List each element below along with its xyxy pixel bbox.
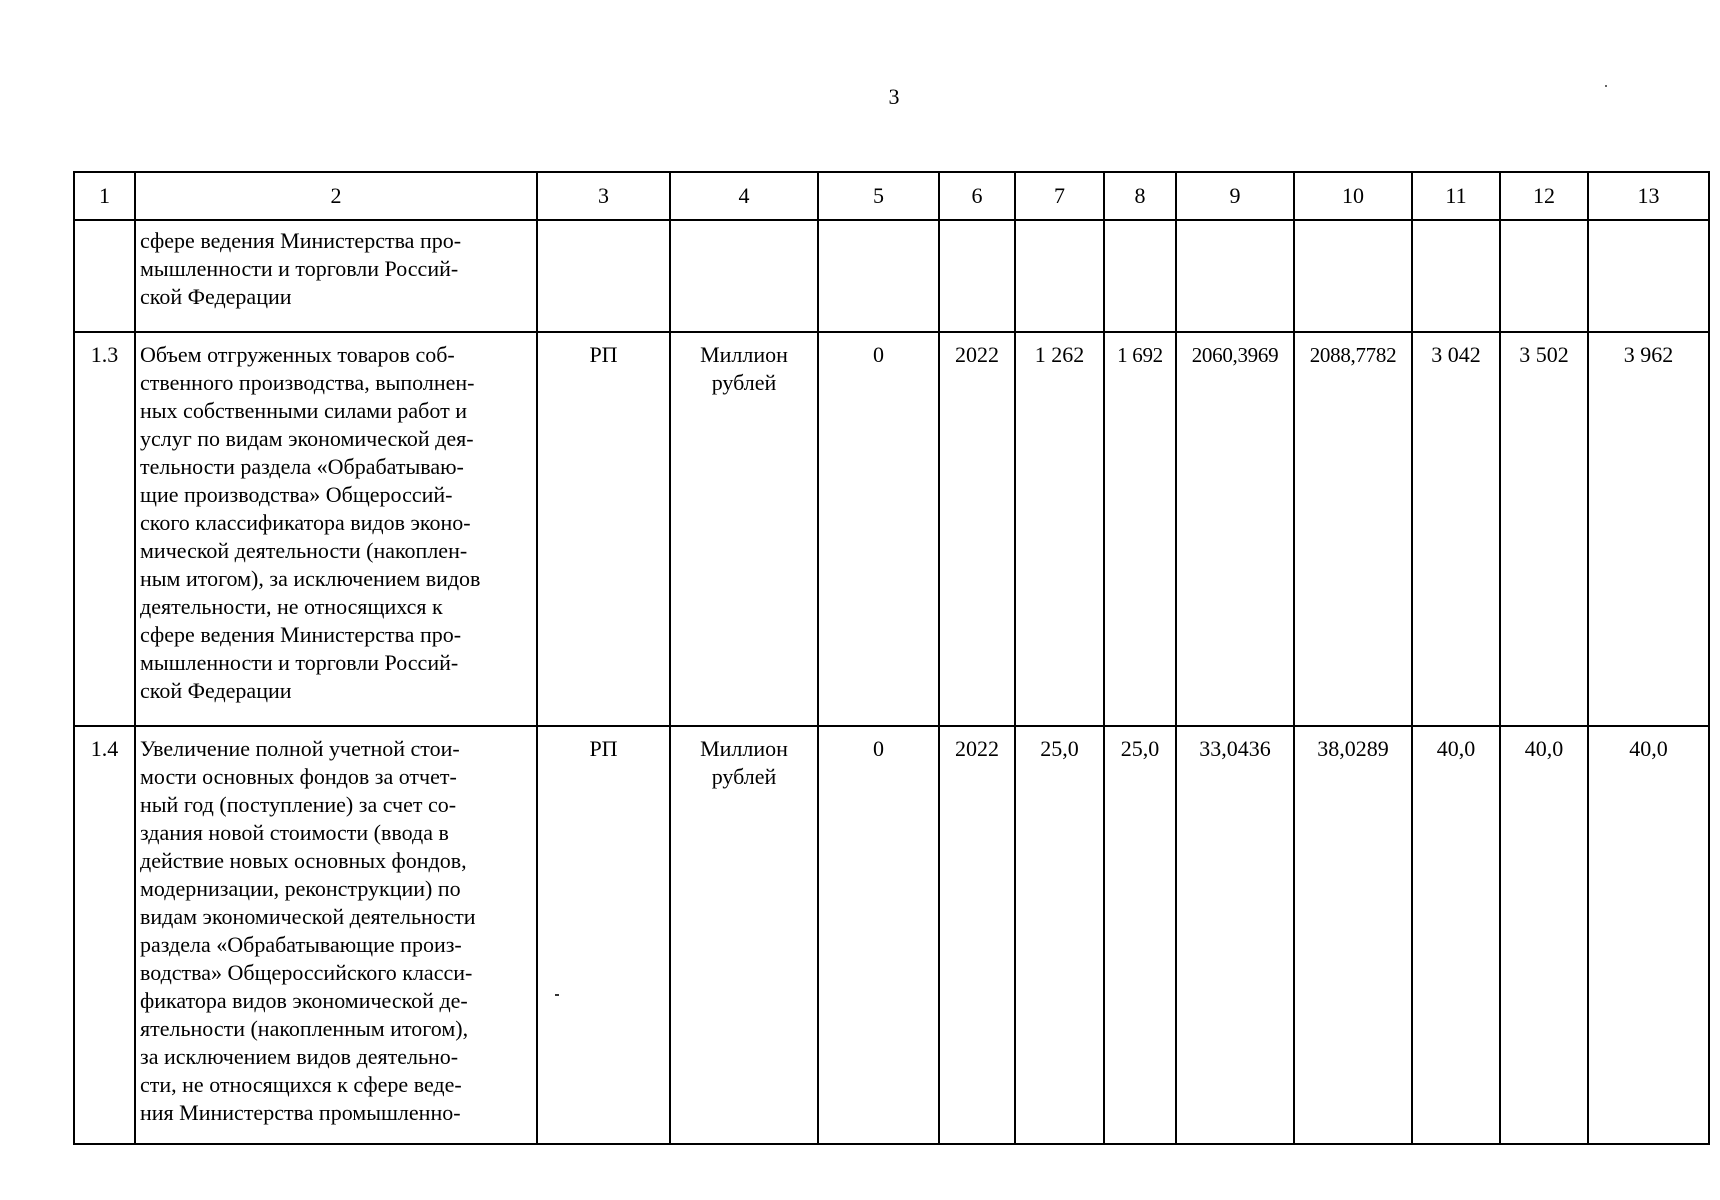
base-year-cell: 2022 (939, 332, 1015, 726)
column-header: 5 (818, 172, 939, 220)
value-col9: 33,0436 (1176, 726, 1294, 1144)
column-header: 12 (1500, 172, 1588, 220)
column-header: 8 (1104, 172, 1176, 220)
base-year-cell: 2022 (939, 726, 1015, 1144)
value-col13 (1588, 220, 1709, 332)
indicators-table (73, 171, 1710, 1145)
indicator-name: Увеличение полной учетной стои- мости основных фондов за отчет- ный год (поступление) за счет со- здания новой стоимости (ввода в действие новых основных фондов, модернизации, реконструкции) по видам экономической деятельности раздела «Обрабатывающие произ- водства» Общероссийского класси- фикатора видов экономической де- ятельности (накопленным итогом), за исключением видов деятельно- сти, не относящихся к сфере веде- ния Министерства промышленно- (135, 726, 537, 1144)
value-col11 (1412, 220, 1500, 332)
page-number: 3 (888, 84, 900, 109)
unit-cell: Миллион рублей (670, 332, 818, 726)
value-col9 (1176, 220, 1294, 332)
value-col11: 3 042 (1412, 332, 1500, 726)
value-col10 (1294, 220, 1412, 332)
scan-artifact-dot (1605, 85, 1607, 87)
column-header: 11 (1412, 172, 1500, 220)
base-value-cell: 0 (818, 726, 939, 1144)
value-col7: 25,0 (1015, 726, 1104, 1144)
value-col7 (1015, 220, 1104, 332)
column-header: 13 (1588, 172, 1709, 220)
value-col8: 25,0 (1104, 726, 1176, 1144)
level-cell (537, 220, 670, 332)
table-row-1-4 (74, 726, 1709, 1144)
column-header: 7 (1015, 172, 1104, 220)
table-row-1-3 (74, 332, 1709, 726)
column-header: 3 (537, 172, 670, 220)
value-col10: 2088,7782 (1294, 332, 1412, 726)
value-col12: 40,0 (1500, 726, 1588, 1144)
column-header: 10 (1294, 172, 1412, 220)
value-col8 (1104, 220, 1176, 332)
table-row-continuation (74, 220, 1709, 332)
base-year-cell (939, 220, 1015, 332)
base-value-cell: 0 (818, 332, 939, 726)
value-col10: 38,0289 (1294, 726, 1412, 1144)
column-number-row (74, 172, 1709, 220)
value-col13: 3 962 (1588, 332, 1709, 726)
value-col13: 40,0 (1588, 726, 1709, 1144)
value-col8: 1 692 (1104, 332, 1176, 726)
column-header: 6 (939, 172, 1015, 220)
row-number: 1.4 (74, 726, 135, 1144)
value-col12 (1500, 220, 1588, 332)
level-cell: РП (537, 332, 670, 726)
unit-cell: Миллион рублей (670, 726, 818, 1144)
row-number (74, 220, 135, 332)
level-cell: РП (537, 726, 670, 1144)
value-col7: 1 262 (1015, 332, 1104, 726)
column-header: 1 (74, 172, 135, 220)
row-number: 1.3 (74, 332, 135, 726)
base-value-cell (818, 220, 939, 332)
indicator-name: сфере ведения Министерства про- мышленности и торговли Россий- ской Федерации (135, 220, 537, 332)
column-header: 2 (135, 172, 537, 220)
value-col11: 40,0 (1412, 726, 1500, 1144)
column-header: 9 (1176, 172, 1294, 220)
indicator-name: Объем отгруженных товаров соб- ственного производства, выполнен- ных собственными силами работ и услуг по видам экономической дея- тельности раздела «Обрабатываю- щие производства» Общероссий- ского классификатора видов эконо- мической деятельности (накоплен- ным итогом), за исключением видов деятельности, не относящихся к сфере ведения Министерства про- мышленности и торговли Россий- ской Федерации (135, 332, 537, 726)
unit-cell (670, 220, 818, 332)
value-col9: 2060,3969 (1176, 332, 1294, 726)
value-col12: 3 502 (1500, 332, 1588, 726)
column-header: 4 (670, 172, 818, 220)
